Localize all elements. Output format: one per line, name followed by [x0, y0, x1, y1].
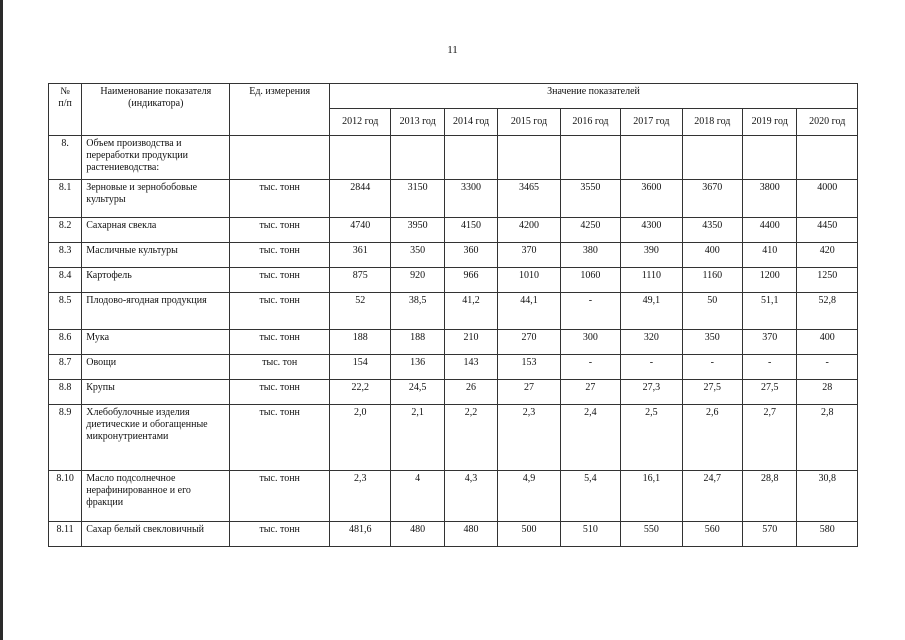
- indicator-name: Плодово-ягодная продукция: [82, 293, 230, 330]
- value-cell: 300: [560, 330, 620, 355]
- unit-cell: тыс. тонн: [230, 268, 330, 293]
- value-cell: 210: [444, 330, 497, 355]
- value-cell: 2,3: [498, 405, 560, 471]
- header-name: [82, 84, 230, 136]
- value-cell: 580: [797, 522, 858, 547]
- value-cell: 570: [743, 522, 797, 547]
- table-row: [49, 330, 858, 355]
- row-number: 8.11: [49, 522, 82, 547]
- indicator-name: Крупы: [82, 380, 230, 405]
- header-num: [49, 84, 82, 136]
- value-cell: 2,6: [682, 405, 742, 471]
- table-row: [49, 243, 858, 268]
- value-cell: 360: [444, 243, 497, 268]
- table-row: [49, 218, 858, 243]
- indicators-table: [48, 83, 858, 547]
- indicator-name: Масло подсолнечное нерафинированное и его фракции: [82, 471, 230, 522]
- value-cell: 1110: [621, 268, 682, 293]
- row-number: 8.8: [49, 380, 82, 405]
- value-cell: 3670: [682, 180, 742, 218]
- value-cell: 24,5: [391, 380, 444, 405]
- row-number: 8.3: [49, 243, 82, 268]
- indicator-name: Мука: [82, 330, 230, 355]
- value-cell: 400: [682, 243, 742, 268]
- value-cell: 4,3: [444, 471, 497, 522]
- value-cell: -: [621, 355, 682, 380]
- value-cell: 38,5: [391, 293, 444, 330]
- value-cell: -: [682, 355, 742, 380]
- unit-cell: тыс. тонн: [230, 405, 330, 471]
- header-row: [49, 84, 858, 109]
- value-cell: 4150: [444, 218, 497, 243]
- value-cell: 22,2: [330, 380, 391, 405]
- indicator-name: Картофель: [82, 268, 230, 293]
- value-cell: 500: [498, 522, 560, 547]
- header-unit: [230, 84, 330, 136]
- value-cell: 5,4: [560, 471, 620, 522]
- value-cell: 2,0: [330, 405, 391, 471]
- indicator-name: Хлебобулочные изделия диетические и обогащенные микронутриентами: [82, 405, 230, 471]
- header-num-text: № п/п: [58, 86, 72, 109]
- unit-cell: тыс. тонн: [230, 180, 330, 218]
- value-cell: 2,5: [621, 405, 682, 471]
- value-cell: 2844: [330, 180, 391, 218]
- value-cell: 3465: [498, 180, 560, 218]
- value-cell: 51,1: [743, 293, 797, 330]
- value-cell: 4350: [682, 218, 742, 243]
- value-cell: 875: [330, 268, 391, 293]
- value-cell: [560, 136, 620, 180]
- value-cell: 3600: [621, 180, 682, 218]
- value-cell: 3950: [391, 218, 444, 243]
- value-cell: 30,8: [797, 471, 858, 522]
- row-number: 8.2: [49, 218, 82, 243]
- value-cell: 3300: [444, 180, 497, 218]
- unit-cell: тыс. тонн: [230, 293, 330, 330]
- value-cell: 50: [682, 293, 742, 330]
- value-cell: [444, 136, 497, 180]
- indicator-name: Масличные культуры: [82, 243, 230, 268]
- value-cell: 966: [444, 268, 497, 293]
- value-cell: 420: [797, 243, 858, 268]
- header-name-text: Наименование показателя (индикатора): [100, 86, 212, 109]
- table-row: [49, 136, 858, 180]
- indicator-name: Зерновые и зернобобовые культуры: [82, 180, 230, 218]
- value-cell: 27,3: [621, 380, 682, 405]
- value-cell: [621, 136, 682, 180]
- value-cell: 550: [621, 522, 682, 547]
- value-cell: [391, 136, 444, 180]
- table-row: [49, 355, 858, 380]
- table-row: [49, 180, 858, 218]
- header-year: 2014 год: [444, 109, 497, 136]
- unit-cell: [230, 136, 330, 180]
- value-cell: 4,9: [498, 471, 560, 522]
- value-cell: -: [797, 355, 858, 380]
- unit-cell: тыс. тонн: [230, 330, 330, 355]
- value-cell: 28: [797, 380, 858, 405]
- unit-cell: тыс. тонн: [230, 218, 330, 243]
- value-cell: 390: [621, 243, 682, 268]
- value-cell: 1160: [682, 268, 742, 293]
- table-row: [49, 405, 858, 471]
- value-cell: 2,2: [444, 405, 497, 471]
- header-year: 2019 год: [743, 109, 797, 136]
- indicator-name: Сахар белый свекловичный: [82, 522, 230, 547]
- value-cell: 3800: [743, 180, 797, 218]
- value-cell: 560: [682, 522, 742, 547]
- value-cell: 24,7: [682, 471, 742, 522]
- value-cell: 1010: [498, 268, 560, 293]
- table-row: [49, 522, 858, 547]
- value-cell: 920: [391, 268, 444, 293]
- value-cell: 4200: [498, 218, 560, 243]
- value-cell: 27,5: [743, 380, 797, 405]
- value-cell: 3150: [391, 180, 444, 218]
- value-cell: 27,5: [682, 380, 742, 405]
- value-cell: 1250: [797, 268, 858, 293]
- value-cell: 4: [391, 471, 444, 522]
- table-row: [49, 293, 858, 330]
- value-cell: 361: [330, 243, 391, 268]
- value-cell: 2,8: [797, 405, 858, 471]
- value-cell: 1200: [743, 268, 797, 293]
- indicator-name: Сахарная свекла: [82, 218, 230, 243]
- value-cell: 188: [391, 330, 444, 355]
- value-cell: 410: [743, 243, 797, 268]
- value-cell: 370: [498, 243, 560, 268]
- header-year: 2016 год: [560, 109, 620, 136]
- value-cell: 3550: [560, 180, 620, 218]
- value-cell: 52: [330, 293, 391, 330]
- table-row: [49, 380, 858, 405]
- value-cell: -: [560, 355, 620, 380]
- value-cell: 320: [621, 330, 682, 355]
- unit-cell: тыс. тонн: [230, 380, 330, 405]
- row-number: 8.7: [49, 355, 82, 380]
- value-cell: 2,7: [743, 405, 797, 471]
- table-row: [49, 471, 858, 522]
- value-cell: 27: [560, 380, 620, 405]
- header-year: 2017 год: [621, 109, 682, 136]
- value-cell: -: [743, 355, 797, 380]
- value-cell: 400: [797, 330, 858, 355]
- unit-cell: тыс. тонн: [230, 243, 330, 268]
- value-cell: 41,2: [444, 293, 497, 330]
- header-year: 2015 год: [498, 109, 560, 136]
- value-cell: 143: [444, 355, 497, 380]
- value-cell: [797, 136, 858, 180]
- value-cell: 26: [444, 380, 497, 405]
- table-body: [49, 136, 858, 547]
- header-values-group: [330, 84, 858, 109]
- value-cell: 4450: [797, 218, 858, 243]
- value-cell: 153: [498, 355, 560, 380]
- value-cell: [498, 136, 560, 180]
- scan-left-edge: [0, 0, 3, 640]
- indicator-name: Овощи: [82, 355, 230, 380]
- value-cell: 2,3: [330, 471, 391, 522]
- value-cell: 4250: [560, 218, 620, 243]
- value-cell: 2,4: [560, 405, 620, 471]
- value-cell: 44,1: [498, 293, 560, 330]
- value-cell: 4000: [797, 180, 858, 218]
- value-cell: 370: [743, 330, 797, 355]
- value-cell: 480: [391, 522, 444, 547]
- value-cell: 52,8: [797, 293, 858, 330]
- value-cell: 136: [391, 355, 444, 380]
- value-cell: 2,1: [391, 405, 444, 471]
- value-cell: 188: [330, 330, 391, 355]
- row-number: 8.4: [49, 268, 82, 293]
- row-number: 8.1: [49, 180, 82, 218]
- header-unit-text: Ед. измерения: [249, 86, 311, 97]
- value-cell: 4400: [743, 218, 797, 243]
- indicator-name: Объем производства и переработки продукции растениеводства:: [82, 136, 230, 180]
- value-cell: [330, 136, 391, 180]
- row-number: 8.10: [49, 471, 82, 522]
- value-cell: 49,1: [621, 293, 682, 330]
- value-cell: 4300: [621, 218, 682, 243]
- value-cell: -: [560, 293, 620, 330]
- value-cell: [682, 136, 742, 180]
- value-cell: 510: [560, 522, 620, 547]
- page-number: 11: [447, 44, 458, 56]
- row-number: 8.5: [49, 293, 82, 330]
- value-cell: 380: [560, 243, 620, 268]
- table-header: [49, 84, 858, 136]
- value-cell: 1060: [560, 268, 620, 293]
- row-number: 8.9: [49, 405, 82, 471]
- unit-cell: тыс. тонн: [230, 471, 330, 522]
- value-cell: 28,8: [743, 471, 797, 522]
- value-cell: 16,1: [621, 471, 682, 522]
- value-cell: [743, 136, 797, 180]
- value-cell: 481,6: [330, 522, 391, 547]
- header-year: 2018 год: [682, 109, 742, 136]
- row-number: 8.6: [49, 330, 82, 355]
- table-row: [49, 268, 858, 293]
- unit-cell: тыс. тон: [230, 355, 330, 380]
- value-cell: 154: [330, 355, 391, 380]
- value-cell: 480: [444, 522, 497, 547]
- value-cell: 4740: [330, 218, 391, 243]
- value-cell: 270: [498, 330, 560, 355]
- unit-cell: тыс. тонн: [230, 522, 330, 547]
- header-year: 2012 год: [330, 109, 391, 136]
- value-cell: 350: [391, 243, 444, 268]
- row-number: 8.: [49, 136, 82, 180]
- header-values-text: Значение показателей: [547, 86, 640, 97]
- header-year: 2013 год: [391, 109, 444, 136]
- header-year: 2020 год: [797, 109, 858, 136]
- value-cell: 27: [498, 380, 560, 405]
- value-cell: 350: [682, 330, 742, 355]
